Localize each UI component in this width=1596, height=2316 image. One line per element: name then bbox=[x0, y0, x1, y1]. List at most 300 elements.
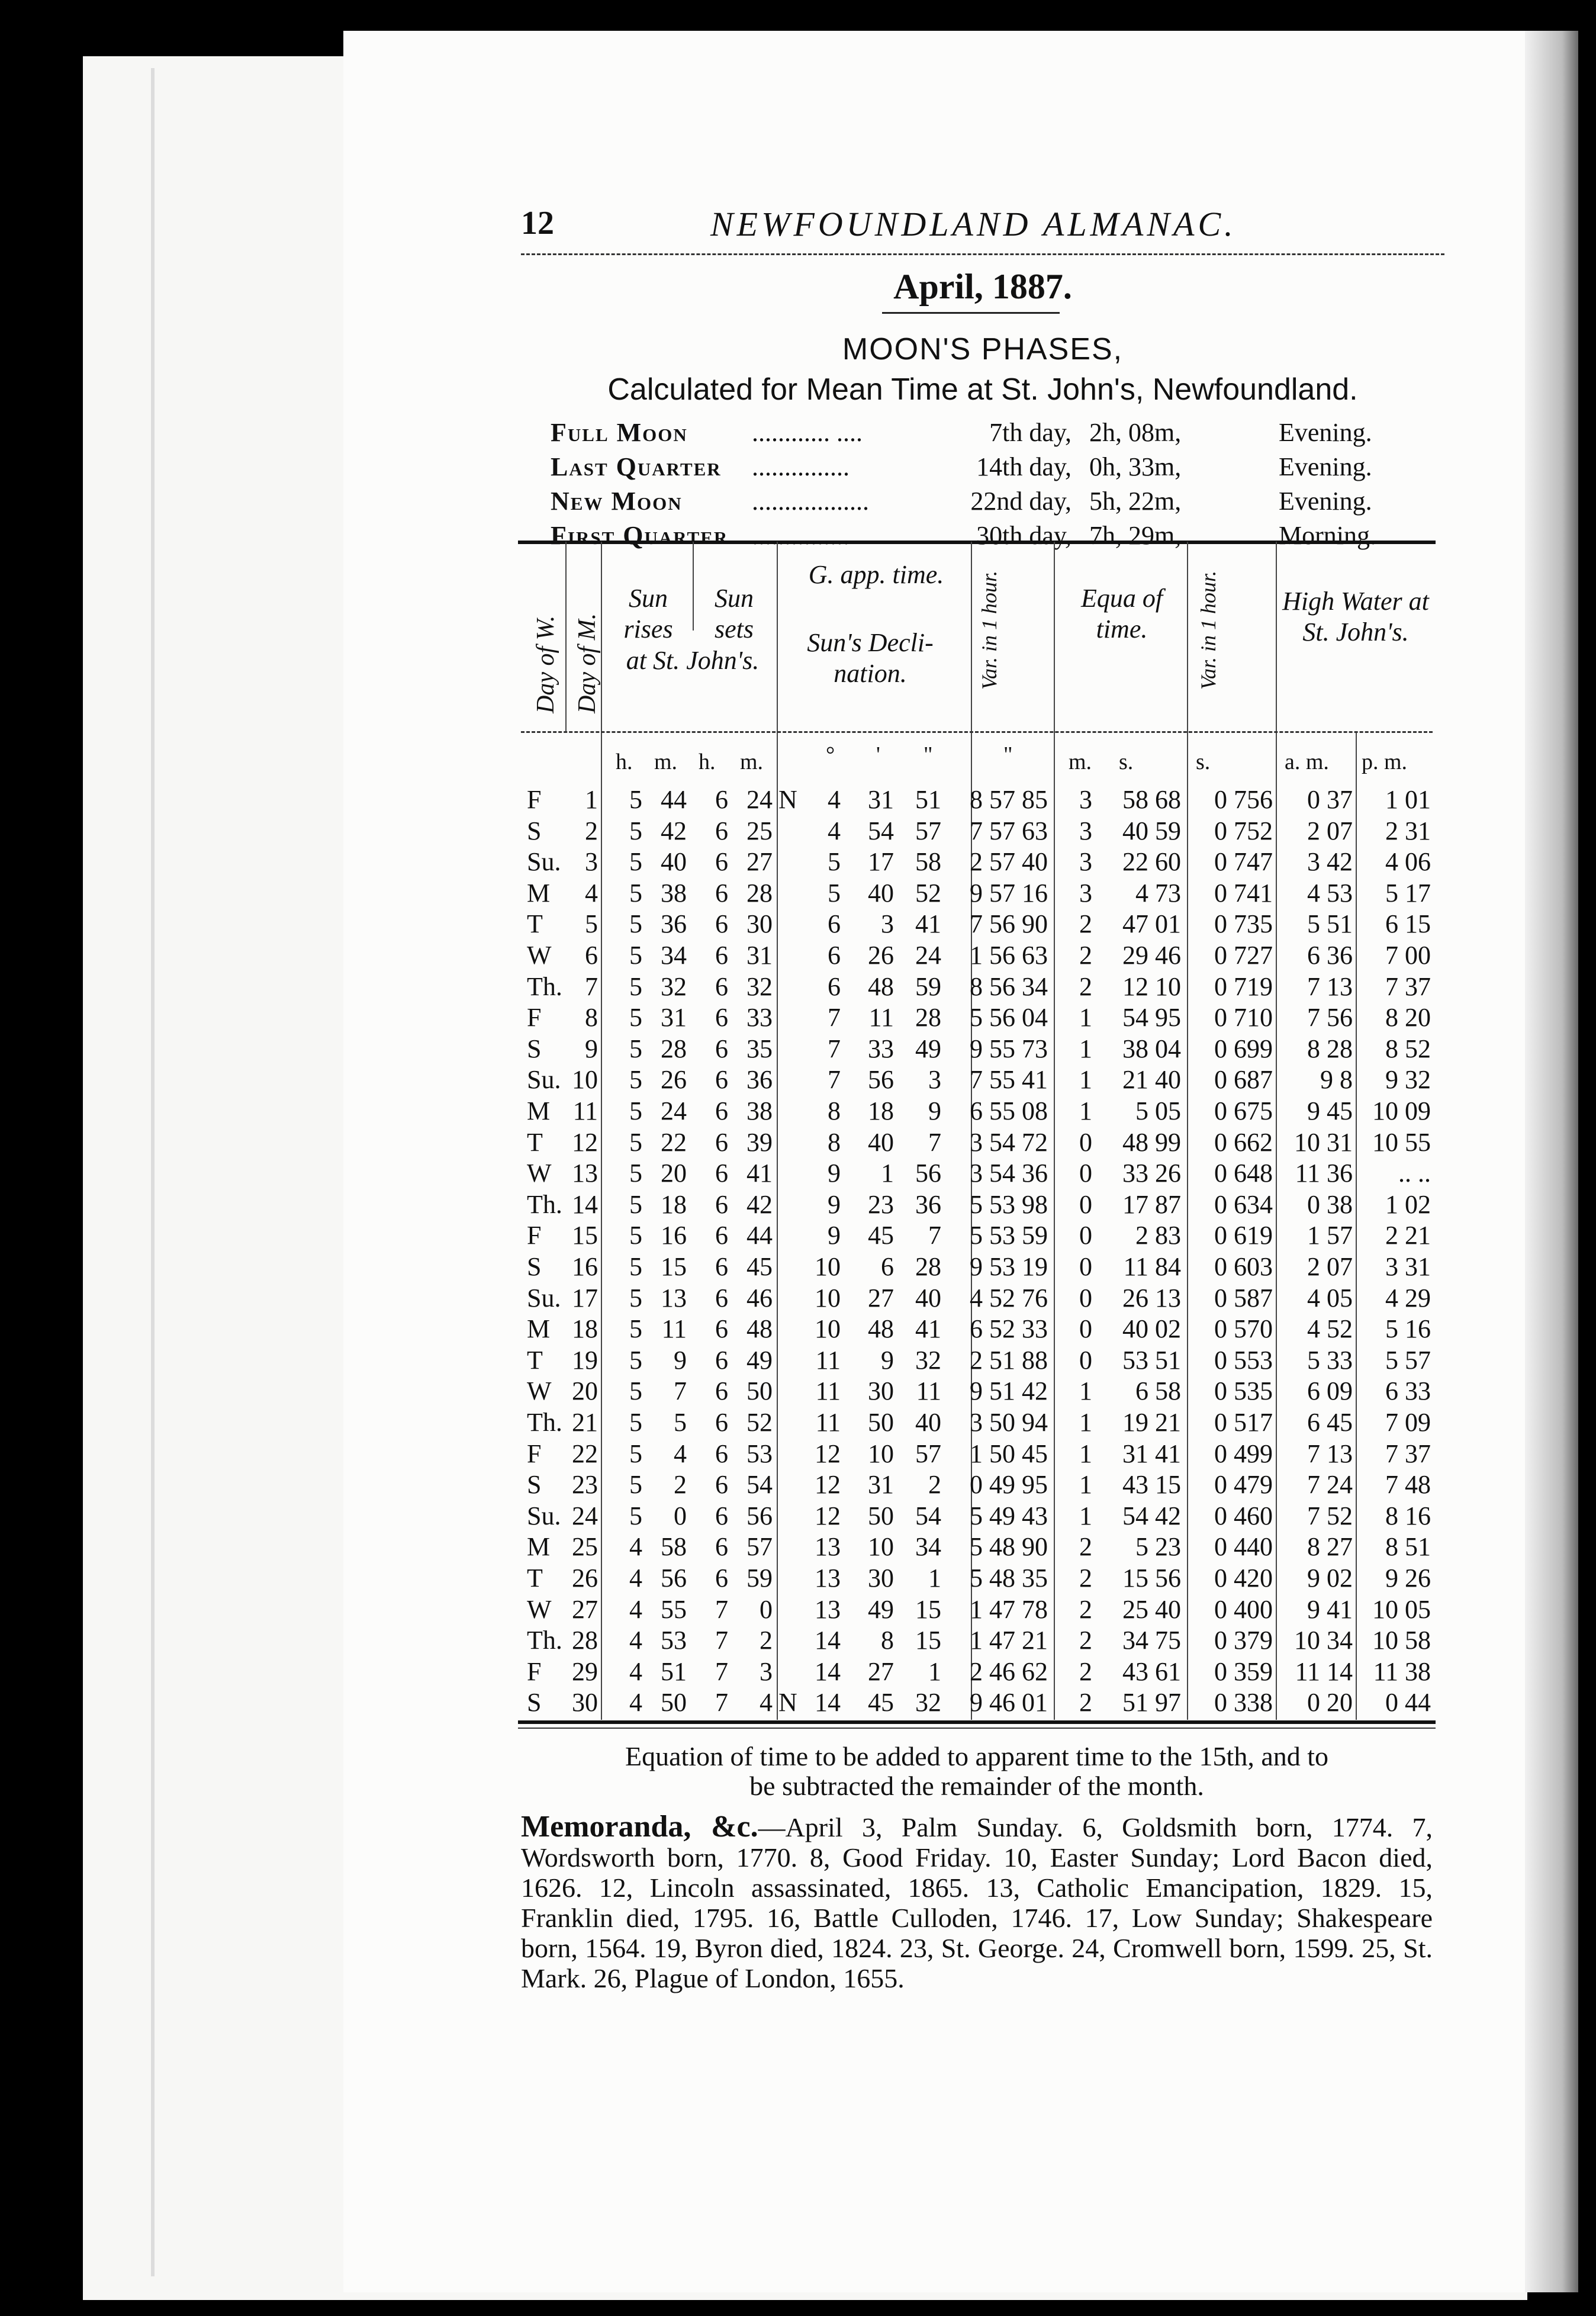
table-row bbox=[521, 1283, 1433, 1315]
equation-minutes: 1 bbox=[1079, 1470, 1092, 1500]
header-day-of-week: Day of W. bbox=[532, 615, 559, 713]
high-water-pm: 4 29 bbox=[1385, 1283, 1431, 1313]
sunset-hour: 7 bbox=[715, 1688, 728, 1717]
day-of-week: S bbox=[527, 1470, 542, 1500]
equation-minutes: 0 bbox=[1079, 1221, 1092, 1250]
table-row bbox=[521, 1252, 1433, 1284]
sunrise-hour: 5 bbox=[629, 1127, 642, 1157]
day-of-week: M bbox=[527, 1532, 551, 1562]
equation-seconds: 53 51 bbox=[1122, 1345, 1181, 1375]
unit-label: ° bbox=[826, 742, 835, 767]
declination-seconds: 15 bbox=[915, 1626, 941, 1655]
sunset-hour: 6 bbox=[715, 1314, 728, 1344]
day-of-week: S bbox=[527, 1688, 542, 1717]
sunrise-minute: 38 bbox=[661, 878, 687, 908]
declination-variation: 7 56 90 bbox=[970, 909, 1048, 939]
high-water-pm: 10 09 bbox=[1372, 1096, 1431, 1125]
table-row bbox=[521, 1532, 1433, 1564]
day-of-month: 12 bbox=[572, 1127, 598, 1157]
phase-name: New Moon bbox=[551, 487, 683, 516]
declination-variation: 6 55 08 bbox=[970, 1096, 1048, 1125]
sunrise-minute: 44 bbox=[661, 785, 687, 814]
unit-label: a. m. bbox=[1285, 750, 1329, 774]
sunrise-minute: 9 bbox=[674, 1345, 687, 1375]
table-row bbox=[521, 1469, 1433, 1501]
sunset-minute: 32 bbox=[746, 972, 773, 1001]
day-of-month: 28 bbox=[572, 1626, 598, 1655]
day-of-month: 18 bbox=[572, 1314, 598, 1344]
declination-variation: 9 46 01 bbox=[970, 1688, 1048, 1717]
sunrise-minute: 7 bbox=[674, 1376, 687, 1406]
declination-seconds: 24 bbox=[915, 941, 941, 970]
day-of-week: Th. bbox=[527, 1626, 562, 1655]
declination-variation: 1 47 78 bbox=[970, 1594, 1048, 1624]
declination-minutes: 30 bbox=[868, 1564, 894, 1593]
day-of-month: 20 bbox=[572, 1376, 598, 1406]
day-of-week: F bbox=[527, 1003, 542, 1032]
unit-label: m. bbox=[740, 750, 764, 774]
high-water-am: 11 36 bbox=[1295, 1159, 1353, 1188]
high-water-am: 4 05 bbox=[1307, 1283, 1353, 1313]
declination-seconds: 34 bbox=[915, 1532, 941, 1562]
declination-variation: 5 53 59 bbox=[970, 1221, 1048, 1250]
day-of-month: 1 bbox=[585, 785, 598, 814]
sunset-minute: 4 bbox=[760, 1688, 773, 1717]
equation-variation: 0 440 bbox=[1214, 1532, 1273, 1562]
day-of-month: 8 bbox=[585, 1003, 598, 1032]
declination-minutes: 27 bbox=[868, 1283, 894, 1313]
sunrise-minute: 51 bbox=[661, 1656, 687, 1686]
header-bottom-rule bbox=[521, 731, 1433, 733]
declination-degrees: 14 bbox=[815, 1688, 841, 1717]
high-water-am: 9 41 bbox=[1307, 1594, 1353, 1624]
declination-seconds: 7 bbox=[928, 1127, 941, 1157]
declination-seconds: 59 bbox=[915, 972, 941, 1001]
sunrise-hour: 5 bbox=[629, 1252, 642, 1281]
sunset-minute: 56 bbox=[746, 1501, 773, 1530]
high-water-am: 7 56 bbox=[1307, 1003, 1353, 1032]
day-of-month: 7 bbox=[585, 972, 598, 1001]
declination-seconds: 15 bbox=[915, 1594, 941, 1624]
sunset-hour: 6 bbox=[715, 1127, 728, 1157]
declination-seconds: 49 bbox=[915, 1034, 941, 1063]
equation-minutes: 1 bbox=[1079, 1065, 1092, 1095]
month-title: April, 1887. bbox=[893, 267, 1072, 306]
sunset-hour: 6 bbox=[715, 1034, 728, 1063]
equation-variation: 0 400 bbox=[1214, 1594, 1273, 1624]
equation-seconds: 51 97 bbox=[1122, 1688, 1181, 1717]
equation-seconds: 48 99 bbox=[1122, 1127, 1181, 1157]
equation-variation: 0 675 bbox=[1214, 1096, 1273, 1125]
header-day-of-month: Day of M. bbox=[574, 613, 601, 713]
table-row bbox=[521, 1314, 1433, 1346]
sunset-minute: 48 bbox=[746, 1314, 773, 1344]
equation-minutes: 2 bbox=[1079, 1656, 1092, 1686]
moon-phase-row bbox=[551, 486, 1427, 520]
sunset-hour: 6 bbox=[715, 1221, 728, 1250]
equation-seconds: 33 26 bbox=[1122, 1159, 1181, 1188]
high-water-pm: 5 16 bbox=[1385, 1314, 1431, 1344]
equation-variation: 0 648 bbox=[1214, 1159, 1273, 1188]
declination-variation: 6 52 33 bbox=[970, 1314, 1048, 1344]
day-of-week: Su. bbox=[527, 1501, 561, 1530]
day-of-month: 6 bbox=[585, 941, 598, 970]
sunrise-minute: 53 bbox=[661, 1626, 687, 1655]
sunset-minute: 35 bbox=[746, 1034, 773, 1063]
day-of-month: 27 bbox=[572, 1594, 598, 1624]
equation-variation: 0 499 bbox=[1214, 1439, 1273, 1468]
phase-name: First Quarter bbox=[551, 521, 729, 550]
equation-variation: 0 379 bbox=[1214, 1626, 1273, 1655]
table-row bbox=[521, 940, 1433, 972]
declination-variation: 9 57 16 bbox=[970, 878, 1048, 908]
equation-minutes: 3 bbox=[1079, 816, 1092, 845]
sunset-hour: 6 bbox=[715, 1096, 728, 1125]
day-of-week: F bbox=[527, 785, 542, 814]
header-sun-sets: Sun sets bbox=[715, 584, 754, 644]
equation-variation: 0 517 bbox=[1214, 1408, 1273, 1437]
day-of-month: 13 bbox=[572, 1159, 598, 1188]
high-water-am: 6 45 bbox=[1307, 1408, 1353, 1437]
sunrise-hour: 5 bbox=[629, 1159, 642, 1188]
declination-degrees: 14 bbox=[815, 1626, 841, 1655]
phase-period: Evening. bbox=[1279, 418, 1372, 447]
declination-degrees: 13 bbox=[815, 1532, 841, 1562]
sunset-hour: 6 bbox=[715, 1439, 728, 1468]
day-of-month: 5 bbox=[585, 909, 598, 939]
equation-minutes: 0 bbox=[1079, 1283, 1092, 1313]
day-of-week: Su. bbox=[527, 1283, 561, 1313]
declination-variation: 1 50 45 bbox=[970, 1439, 1048, 1468]
day-of-month: 10 bbox=[572, 1065, 598, 1095]
sunrise-hour: 5 bbox=[629, 1376, 642, 1406]
declination-variation: 7 57 63 bbox=[970, 816, 1048, 845]
sunset-hour: 7 bbox=[715, 1656, 728, 1686]
day-of-month: 2 bbox=[585, 816, 598, 845]
equation-variation: 0 603 bbox=[1214, 1252, 1273, 1281]
equation-seconds: 17 87 bbox=[1122, 1189, 1181, 1219]
sunset-hour: 6 bbox=[715, 1189, 728, 1219]
sunrise-minute: 34 bbox=[661, 941, 687, 970]
declination-degrees: 10 bbox=[815, 1252, 841, 1281]
declination-minutes: 40 bbox=[868, 1127, 894, 1157]
declination-seconds: 9 bbox=[928, 1096, 941, 1125]
equation-minutes: 1 bbox=[1079, 1003, 1092, 1032]
running-header bbox=[521, 204, 1444, 246]
declination-variation: 3 54 36 bbox=[970, 1159, 1048, 1188]
day-of-month: 17 bbox=[572, 1283, 598, 1313]
sunset-hour: 6 bbox=[715, 847, 728, 877]
sunset-hour: 6 bbox=[715, 1408, 728, 1437]
day-of-week: F bbox=[527, 1221, 542, 1250]
sunset-minute: 52 bbox=[746, 1408, 773, 1437]
sunset-hour: 6 bbox=[715, 878, 728, 908]
declination-variation: 2 57 40 bbox=[970, 847, 1048, 877]
header-high-water: High Water at St. John's. bbox=[1282, 587, 1429, 646]
day-of-week: S bbox=[527, 1034, 542, 1063]
day-of-week: F bbox=[527, 1656, 542, 1686]
declination-seconds: 54 bbox=[915, 1501, 941, 1530]
high-water-pm: 4 06 bbox=[1385, 847, 1431, 877]
equation-seconds: 21 40 bbox=[1122, 1065, 1181, 1095]
declination-degrees: 12 bbox=[815, 1470, 841, 1500]
equation-seconds: 38 04 bbox=[1122, 1034, 1181, 1063]
sunrise-hour: 4 bbox=[629, 1626, 642, 1655]
equation-seconds: 34 75 bbox=[1122, 1626, 1181, 1655]
equation-seconds: 15 56 bbox=[1122, 1564, 1181, 1593]
declination-degrees: 6 bbox=[828, 972, 841, 1001]
declination-seconds: 2 bbox=[928, 1470, 941, 1500]
equation-seconds: 22 60 bbox=[1122, 847, 1181, 877]
sunrise-minute: 56 bbox=[661, 1564, 687, 1593]
high-water-am: 4 53 bbox=[1307, 878, 1353, 908]
day-of-week: W bbox=[527, 1594, 552, 1624]
declination-seconds: 41 bbox=[915, 1314, 941, 1344]
equation-minutes: 0 bbox=[1079, 1127, 1092, 1157]
table-row bbox=[521, 1127, 1433, 1159]
declination-minutes: 17 bbox=[868, 847, 894, 877]
declination-seconds: 1 bbox=[928, 1656, 941, 1686]
equation-minutes: 2 bbox=[1079, 972, 1092, 1001]
high-water-pm: 7 09 bbox=[1385, 1408, 1431, 1437]
sunset-minute: 57 bbox=[746, 1532, 773, 1562]
equation-seconds: 6 58 bbox=[1135, 1376, 1181, 1406]
day-of-week: W bbox=[527, 1159, 552, 1188]
phase-leader-dots: ............... bbox=[752, 452, 850, 481]
phase-period: Evening. bbox=[1279, 452, 1372, 481]
equation-seconds: 43 61 bbox=[1122, 1656, 1181, 1686]
equation-minutes: 2 bbox=[1079, 1688, 1092, 1717]
sunset-hour: 6 bbox=[715, 1470, 728, 1500]
sunrise-minute: 22 bbox=[661, 1127, 687, 1157]
declination-direction: N bbox=[778, 1688, 797, 1717]
declination-degrees: 8 bbox=[828, 1096, 841, 1125]
table-bottom-rule bbox=[518, 1720, 1436, 1724]
sunset-hour: 6 bbox=[715, 1003, 728, 1032]
table-row bbox=[521, 847, 1433, 879]
declination-minutes: 23 bbox=[868, 1189, 894, 1219]
table-row bbox=[521, 1189, 1433, 1221]
header-var-in-1-hour-2: Var. in 1 hour. bbox=[1196, 570, 1220, 690]
sunset-minute: 28 bbox=[746, 878, 773, 908]
declination-degrees: 9 bbox=[828, 1159, 841, 1188]
declination-minutes: 50 bbox=[868, 1408, 894, 1437]
column-divider bbox=[565, 542, 567, 731]
declination-variation: 3 50 94 bbox=[970, 1408, 1048, 1437]
sunrise-hour: 5 bbox=[629, 909, 642, 939]
declination-variation: 2 46 62 bbox=[970, 1656, 1048, 1686]
phase-name: Full Moon bbox=[551, 418, 688, 447]
table-row bbox=[521, 1158, 1433, 1190]
sunrise-minute: 50 bbox=[661, 1688, 687, 1717]
high-water-pm: 6 33 bbox=[1385, 1376, 1431, 1406]
phase-leader-dots: ............ .... bbox=[752, 418, 863, 447]
declination-minutes: 50 bbox=[868, 1501, 894, 1530]
sunset-minute: 41 bbox=[746, 1159, 773, 1188]
day-of-week: F bbox=[527, 1439, 542, 1468]
high-water-am: 8 27 bbox=[1307, 1532, 1353, 1562]
day-of-month: 30 bbox=[572, 1688, 598, 1717]
equation-minutes: 2 bbox=[1079, 1594, 1092, 1624]
high-water-am: 0 38 bbox=[1307, 1189, 1353, 1219]
sunset-minute: 39 bbox=[746, 1127, 773, 1157]
equation-seconds: 11 84 bbox=[1123, 1252, 1181, 1281]
table-row bbox=[521, 1625, 1433, 1657]
equation-seconds: 58 68 bbox=[1122, 785, 1181, 814]
sunrise-hour: 4 bbox=[629, 1656, 642, 1686]
unit-label: " bbox=[924, 742, 933, 767]
sunset-hour: 6 bbox=[715, 1159, 728, 1188]
high-water-am: 7 52 bbox=[1307, 1501, 1353, 1530]
sunrise-hour: 5 bbox=[629, 1283, 642, 1313]
declination-seconds: 51 bbox=[915, 785, 941, 814]
declination-minutes: 33 bbox=[868, 1034, 894, 1063]
declination-variation: 5 48 35 bbox=[970, 1564, 1048, 1593]
declination-minutes: 40 bbox=[868, 878, 894, 908]
high-water-pm: 7 37 bbox=[1385, 972, 1431, 1001]
declination-variation: 9 51 42 bbox=[970, 1376, 1048, 1406]
declination-variation: 9 55 73 bbox=[970, 1034, 1048, 1063]
table-row bbox=[521, 1687, 1433, 1719]
equation-variation: 0 420 bbox=[1214, 1564, 1273, 1593]
sunset-minute: 38 bbox=[746, 1096, 773, 1125]
sunrise-hour: 5 bbox=[629, 785, 642, 814]
sunset-minute: 53 bbox=[746, 1439, 773, 1468]
sunset-hour: 6 bbox=[715, 1283, 728, 1313]
day-of-month: 11 bbox=[572, 1096, 598, 1125]
declination-variation: 1 47 21 bbox=[970, 1626, 1048, 1655]
declination-variation: 8 57 85 bbox=[970, 785, 1048, 814]
declination-degrees: 11 bbox=[815, 1408, 841, 1437]
equation-minutes: 1 bbox=[1079, 1034, 1092, 1063]
sunset-minute: 24 bbox=[746, 785, 773, 814]
equation-minutes: 0 bbox=[1079, 1189, 1092, 1219]
almanac-table bbox=[521, 542, 1433, 1720]
phase-day: 30th day, bbox=[976, 521, 1071, 550]
declination-degrees: 7 bbox=[828, 1003, 841, 1032]
high-water-am: 2 07 bbox=[1307, 1252, 1353, 1281]
day-of-month: 9 bbox=[585, 1034, 598, 1063]
declination-variation: 8 56 34 bbox=[970, 972, 1048, 1001]
day-of-week: S bbox=[527, 1252, 542, 1281]
header-suns-declination: Sun's Decli- nation. bbox=[807, 628, 934, 688]
declination-minutes: 48 bbox=[868, 1314, 894, 1344]
page-number: 12 bbox=[521, 205, 554, 242]
high-water-pm: 7 37 bbox=[1385, 1439, 1431, 1468]
header-sun-rises: Sun rises bbox=[623, 584, 673, 644]
equation-seconds: 40 59 bbox=[1122, 816, 1181, 845]
declination-seconds: 52 bbox=[915, 878, 941, 908]
declination-minutes: 30 bbox=[868, 1376, 894, 1406]
table-row bbox=[521, 1220, 1433, 1252]
day-of-week: W bbox=[527, 1376, 552, 1406]
sunset-minute: 44 bbox=[746, 1221, 773, 1250]
sunrise-minute: 32 bbox=[661, 972, 687, 1001]
equation-seconds: 5 23 bbox=[1135, 1532, 1181, 1562]
declination-degrees: 7 bbox=[828, 1034, 841, 1063]
phase-leader-dots: ............... bbox=[752, 521, 850, 550]
sunrise-minute: 26 bbox=[661, 1065, 687, 1095]
declination-seconds: 28 bbox=[915, 1252, 941, 1281]
high-water-pm: 10 58 bbox=[1372, 1626, 1431, 1655]
high-water-pm: 9 32 bbox=[1385, 1065, 1431, 1095]
sunrise-minute: 40 bbox=[661, 847, 687, 877]
high-water-am: 5 33 bbox=[1307, 1345, 1353, 1375]
declination-variation: 5 49 43 bbox=[970, 1501, 1048, 1530]
high-water-am: 10 34 bbox=[1294, 1626, 1353, 1655]
sunrise-hour: 5 bbox=[629, 816, 642, 845]
day-of-month: 16 bbox=[572, 1252, 598, 1281]
equation-seconds: 25 40 bbox=[1122, 1594, 1181, 1624]
memoranda-label: Memoranda, &c. bbox=[521, 1810, 758, 1844]
high-water-pm: 7 48 bbox=[1385, 1470, 1431, 1500]
declination-minutes: 48 bbox=[868, 972, 894, 1001]
sunset-hour: 6 bbox=[715, 1564, 728, 1593]
high-water-am: 9 45 bbox=[1307, 1096, 1353, 1125]
sunrise-hour: 5 bbox=[629, 1501, 642, 1530]
equation-minutes: 3 bbox=[1079, 878, 1092, 908]
equation-variation: 0 756 bbox=[1214, 785, 1273, 814]
sunrise-minute: 31 bbox=[661, 1003, 687, 1032]
day-of-month: 25 bbox=[572, 1532, 598, 1562]
declination-seconds: 36 bbox=[915, 1189, 941, 1219]
equation-seconds: 47 01 bbox=[1122, 909, 1181, 939]
declination-degrees: 13 bbox=[815, 1564, 841, 1593]
high-water-pm: .. .. bbox=[1398, 1159, 1431, 1188]
equation-variation: 0 553 bbox=[1214, 1345, 1273, 1375]
sunrise-hour: 4 bbox=[629, 1594, 642, 1624]
day-of-week: M bbox=[527, 1314, 551, 1344]
phase-day: 22nd day, bbox=[970, 487, 1071, 516]
high-water-pm: 11 38 bbox=[1373, 1656, 1431, 1686]
day-of-week: M bbox=[527, 878, 551, 908]
sunset-minute: 0 bbox=[760, 1594, 773, 1624]
equation-minutes: 1 bbox=[1079, 1501, 1092, 1530]
declination-degrees: 9 bbox=[828, 1189, 841, 1219]
equation-minutes: 1 bbox=[1079, 1096, 1092, 1125]
unit-label: m. bbox=[1069, 750, 1092, 774]
sunset-hour: 6 bbox=[715, 1376, 728, 1406]
declination-seconds: 32 bbox=[915, 1688, 941, 1717]
unit-label: " bbox=[1003, 742, 1013, 767]
declination-degrees: 6 bbox=[828, 941, 841, 970]
high-water-am: 7 13 bbox=[1307, 972, 1353, 1001]
declination-minutes: 3 bbox=[881, 909, 894, 939]
day-of-week: M bbox=[527, 1096, 551, 1125]
table-row bbox=[521, 1376, 1433, 1408]
sunset-minute: 3 bbox=[760, 1656, 773, 1686]
memoranda-text: —April 3, Palm Sunday. 6, Goldsmith born, 1774. 7, Wordsworth born, 1770. 8, Good Friday. 10, Easter Sunday; Lord Bacon died, 1626. 12, Lincoln assassinated, 1865. 13, Catholic Emancipation, 1829. 15, Franklin died, 1795. 16, Battle Culloden, 1746. 17, Low Sunday; Shakespeare born, 1564. 19, Byron died, 1824. 23, St. George. 24, Cromwell born, 1599. 25, St. Mark. 26, Plague of London, 1655. bbox=[521, 1812, 1433, 1993]
declination-variation: 7 55 41 bbox=[970, 1065, 1048, 1095]
high-water-am: 0 37 bbox=[1307, 785, 1353, 814]
high-water-am: 7 24 bbox=[1307, 1470, 1353, 1500]
sunset-minute: 36 bbox=[746, 1065, 773, 1095]
declination-seconds: 58 bbox=[915, 847, 941, 877]
sunrise-minute: 16 bbox=[661, 1221, 687, 1250]
phase-day: 7th day, bbox=[989, 418, 1071, 447]
equation-seconds: 5 05 bbox=[1135, 1096, 1181, 1125]
day-of-month: 29 bbox=[572, 1656, 598, 1686]
high-water-am: 4 52 bbox=[1307, 1314, 1353, 1344]
sunrise-minute: 4 bbox=[674, 1439, 687, 1468]
equation-minutes: 0 bbox=[1079, 1345, 1092, 1375]
day-of-week: Su. bbox=[527, 847, 561, 877]
equation-minutes: 1 bbox=[1079, 1408, 1092, 1437]
day-of-month: 26 bbox=[572, 1564, 598, 1593]
sunset-hour: 6 bbox=[715, 1532, 728, 1562]
high-water-pm: 5 57 bbox=[1385, 1345, 1431, 1375]
sunrise-minute: 20 bbox=[661, 1159, 687, 1188]
